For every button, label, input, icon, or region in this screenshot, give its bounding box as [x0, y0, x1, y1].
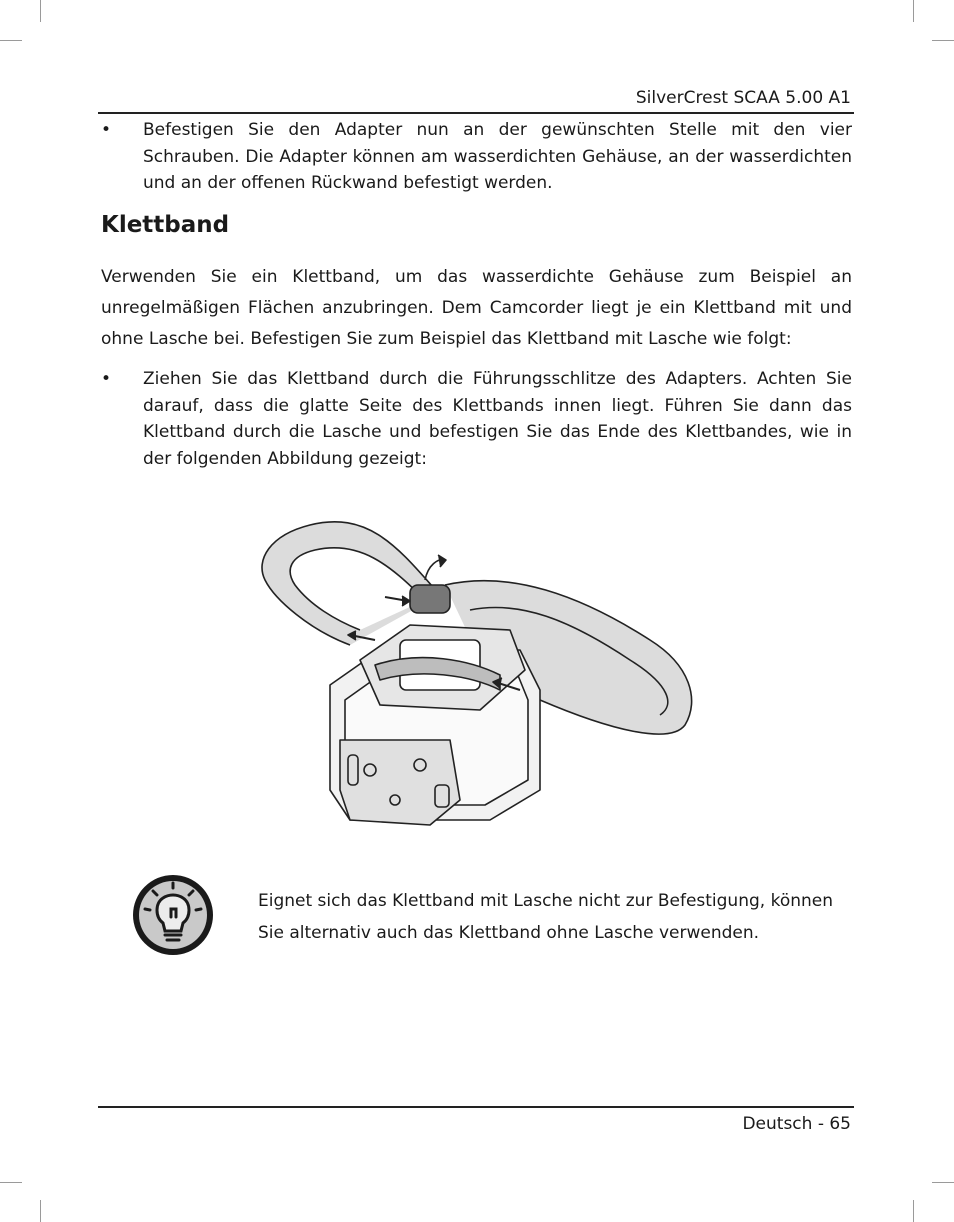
bullet-text: Ziehen Sie das Klettband durch die Führungsschlitze des Adapters. Achten Sie darauf, dass die glatte Seite des Klettbands innen liegt. Führen Sie dann das Klettband durch die Lasche und befestigen Sie das Ende des Klettbandes, wie in der folgenden Abbildung gezeigt:: [143, 369, 852, 469]
lightbulb-icon: [131, 873, 215, 957]
crop-mark: [0, 40, 22, 41]
bullet-symbol: •: [101, 369, 112, 389]
crop-mark: [932, 40, 954, 41]
bullet-text: Befestigen Sie den Adapter nun an der gewünschten Stelle mit den vier Schrauben. Die Adapter können am wasserdichten Gehäuse, an der wasserdichten und an der offenen Rückwand befestigt werden.: [143, 120, 852, 193]
page-number: Deutsch - 65: [742, 1114, 851, 1134]
header-rule: [98, 112, 854, 114]
strap-buckle: [410, 585, 450, 613]
footer-rule: [98, 1106, 854, 1108]
crop-mark: [913, 0, 914, 22]
bullet-symbol: •: [101, 120, 112, 140]
section-heading: Klettband: [101, 212, 230, 238]
crop-mark: [913, 1200, 914, 1222]
page-header: SilverCrest SCAA 5.00 A1: [635, 88, 851, 108]
crop-mark: [0, 1182, 22, 1183]
note-text: Eignet sich das Klettband mit Lasche nicht zur Befestigung, können Sie alternativ auch das Klettband ohne Lasche verwenden.: [258, 891, 834, 943]
section-paragraph: Verwenden Sie ein Klettband, um das wasserdichte Gehäuse zum Beispiel an unregelmäßigen Flächen anzubringen. Dem Camcorder liegt je ein Klettband mit und ohne Lasche bei. Befestigen Sie zum Beispiel das Klettband mit Lasche wie folgt:: [101, 267, 852, 349]
crop-mark: [40, 1200, 41, 1222]
crop-mark: [932, 1182, 954, 1183]
velcro-strap-illustration: [250, 500, 700, 830]
crop-mark: [40, 0, 41, 22]
